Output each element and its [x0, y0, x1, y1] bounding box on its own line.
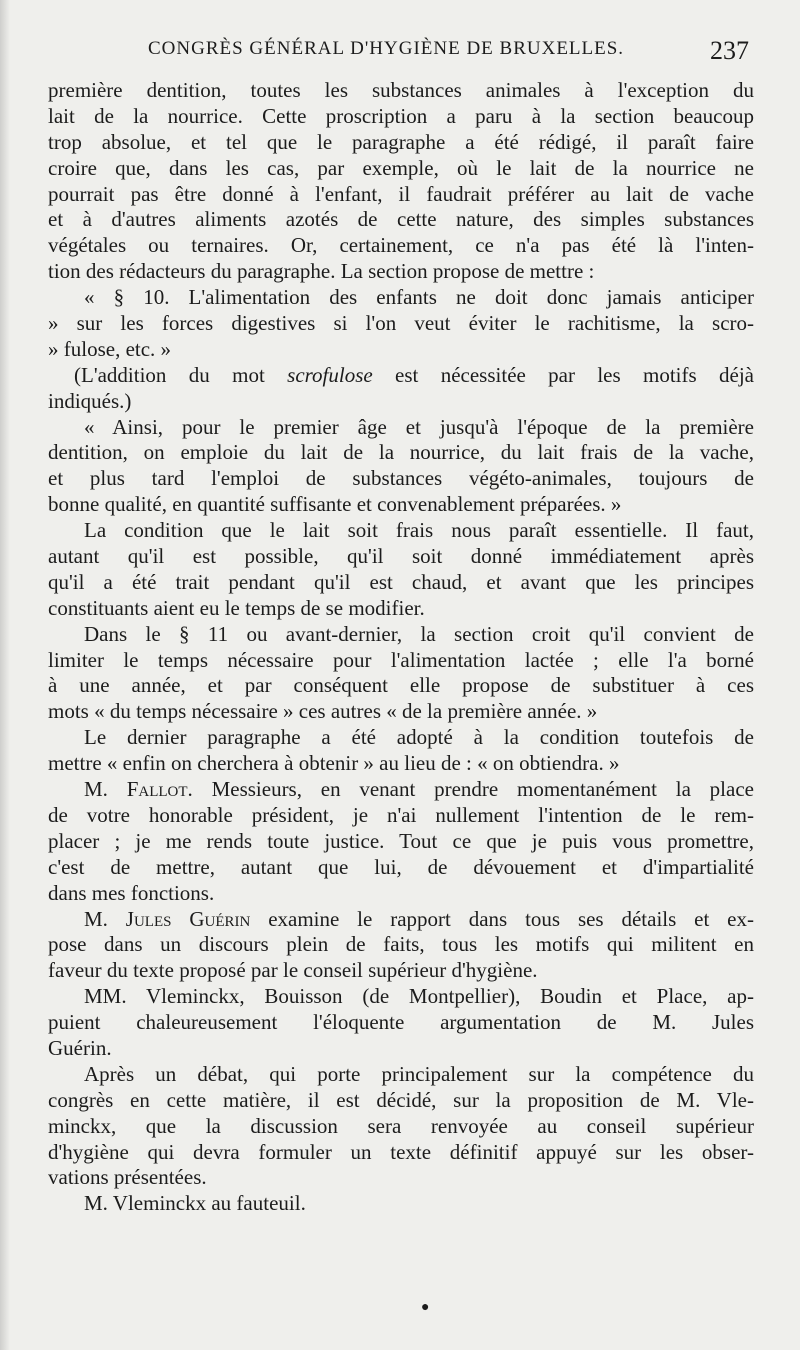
text-line: et à d'autres aliments azotés de cette nature, des simples substances: [48, 207, 754, 232]
text-line: [48, 363, 754, 389]
text-line: Après un débat, qui porte principalement sur la compétence du: [84, 1061, 754, 1086]
text-line: Dans le § 11 ou avant-dernier, la section croit qu'il convient de: [84, 621, 754, 646]
text-line: pose dans un discours plein de faits, tous les motifs qui militent en: [48, 932, 754, 957]
text-line: placer ; je me rends toute justice. Tout ce que je puis vous promettre,: [48, 828, 754, 853]
text-line: lait de la nourrice. Cette proscription a paru à la section beaucoup: [48, 103, 754, 128]
page-number: 237: [710, 36, 749, 65]
text-line: [48, 777, 754, 803]
text-line: dans mes fonctions.: [48, 880, 215, 905]
text-fragment: M.: [84, 906, 126, 931]
text-line: minckx, que la discussion sera renvoyée au conseil supérieur: [48, 1113, 754, 1138]
running-head: CONGRÈS GÉNÉRAL D'HYGIÈNE DE BRUXELLES.: [148, 38, 625, 59]
text-line: M. Vleminckx au fauteuil.: [84, 1191, 306, 1216]
text-line: végétales ou ternaires. Or, certainement, ce n'a pas été là l'inten-: [48, 233, 754, 258]
text-line: faveur du texte proposé par le conseil supérieur d'hygiène.: [48, 958, 538, 983]
text-line: Guérin.: [48, 1035, 112, 1060]
text-line: autant qu'il est possible, qu'il soit donné immédiatement après: [48, 544, 754, 569]
text-line: d'hygiène qui devra formuler un texte définitif appuyé sur les obser-: [48, 1139, 754, 1164]
text-line: première dentition, toutes les substances animales à l'exception du: [48, 78, 754, 102]
body-text: [48, 78, 754, 1217]
text-line: puient chaleureusement l'éloquente argumentation de M. Jules: [48, 1010, 754, 1035]
text-fragment: M.: [84, 777, 127, 802]
text-line: [48, 907, 754, 933]
text-line: » sur les forces digestives si l'on veut éviter le rachitisme, la scro-: [48, 311, 754, 336]
speaker-name: Jules Guérin: [125, 906, 251, 931]
text-line: congrès en cette matière, il est décidé, sur la proposition de M. Vle-: [48, 1087, 754, 1112]
text-line: et plus tard l'emploi de substances végéto-animales, toujours de: [48, 466, 754, 491]
text-line: qu'il a été trait pendant qu'il est chaud, et avant que les principes: [48, 569, 754, 594]
text-line: dentition, on emploie du lait de la nourrice, du lait frais de la vache,: [48, 440, 754, 465]
text-line: bonne qualité, en quantité suffisante et convenablement préparées. »: [48, 492, 622, 517]
footer-mark: ●: [421, 1300, 430, 1315]
text-line: « § 10. L'alimentation des enfants ne doit donc jamais anticiper: [84, 285, 754, 310]
text-line: La condition que le lait soit frais nous paraît essentielle. Il faut,: [84, 518, 754, 543]
text-line: MM. Vleminckx, Bouisson (de Montpellier), Boudin et Place, ap-: [84, 984, 754, 1009]
text-line: constituants aient eu le temps de se modifier.: [48, 595, 425, 620]
text-line: à une année, et par conséquent elle propose de substituer à ces: [48, 673, 754, 698]
text-fragment: est nécessitée par les motifs déjà: [372, 362, 754, 387]
text-line: trop absolue, et tel que le paragraphe a été rédigé, il paraît faire: [48, 129, 754, 154]
text-line: de votre honorable président, je n'ai nullement l'intention de le rem-: [48, 802, 754, 827]
text-fragment: . Messieurs, en venant prendre momentanément la place: [187, 777, 754, 802]
text-line: croire que, dans les cas, par exemple, où le lait de la nourrice ne: [48, 155, 754, 180]
page-edge: [0, 0, 10, 1350]
text-fragment: (L'addition du mot: [74, 362, 288, 387]
text-line: c'est de mettre, autant que lui, de dévouement et d'impartialité: [48, 854, 754, 879]
text-line: Le dernier paragraphe a été adopté à la condition toutefois de: [84, 725, 754, 750]
italic-term: scrofulose: [287, 362, 373, 387]
text-line: indiqués.): [48, 388, 132, 413]
text-line: pourrait pas être donné à l'enfant, il faudrait préférer au lait de vache: [48, 181, 754, 206]
text-line: » fulose, etc. »: [48, 336, 172, 361]
text-fragment: examine le rapport dans tous ses détails et ex-: [250, 906, 754, 931]
speaker-name: Fallot: [126, 777, 188, 802]
text-line: « Ainsi, pour le premier âge et jusqu'à l'époque de la première: [84, 414, 754, 439]
text-line: limiter le temps nécessaire pour l'alimentation lactée ; elle l'a borné: [48, 647, 754, 672]
text-line: tion des rédacteurs du paragraphe. La section propose de mettre :: [48, 259, 595, 284]
page-header: [48, 36, 753, 70]
text-line: vations présentées.: [48, 1165, 207, 1190]
text-line: mettre « enfin on cherchera à obtenir » au lieu de : « on obtiendra. »: [48, 751, 620, 776]
text-line: mots « du temps nécessaire » ces autres « de la première année. »: [48, 699, 598, 724]
